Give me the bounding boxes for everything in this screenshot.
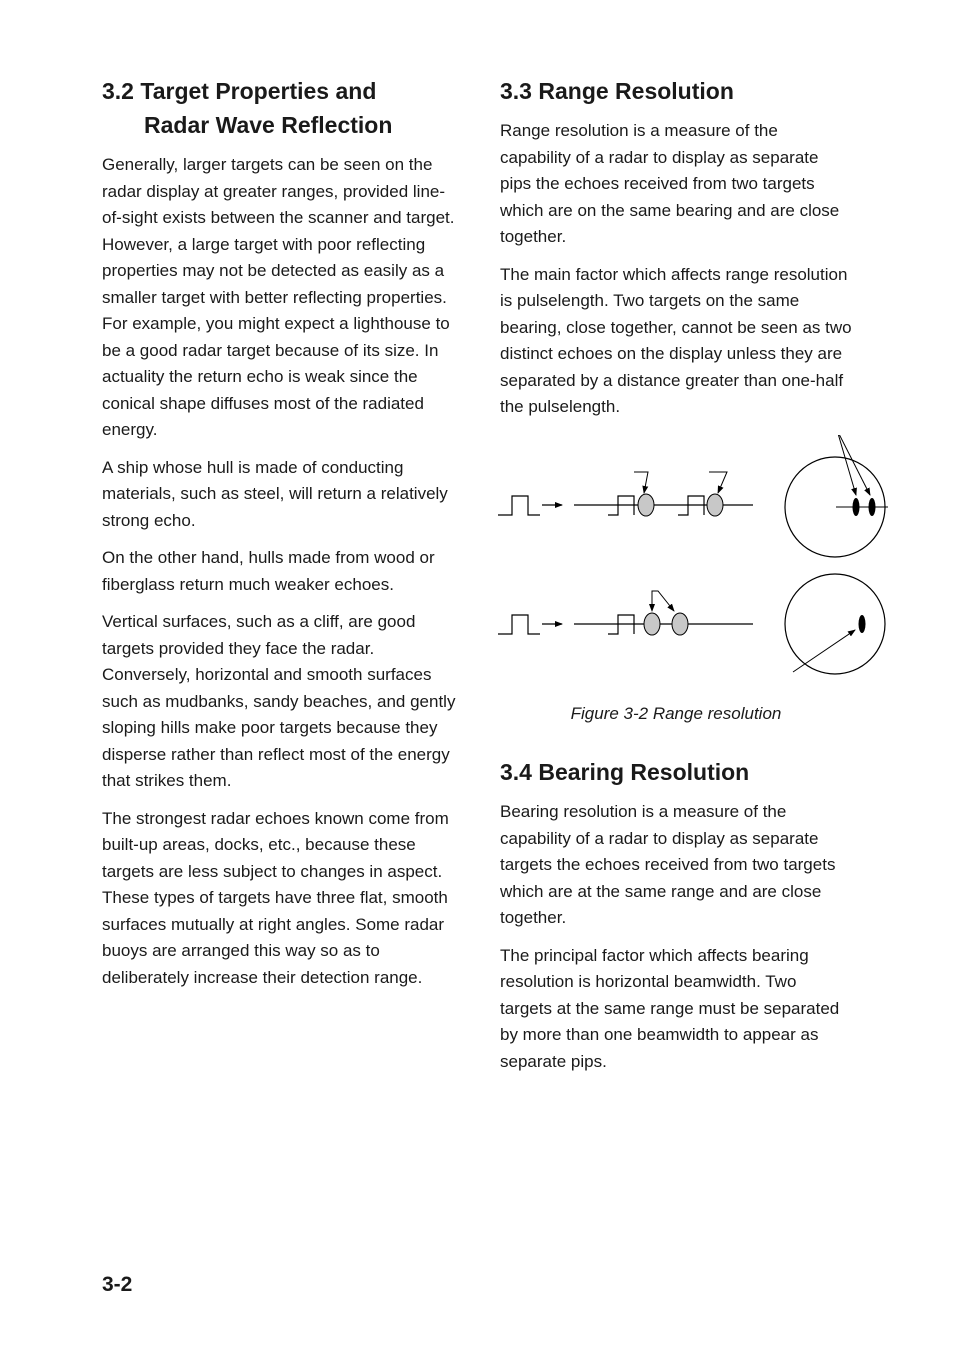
ppi-display-icon: [785, 574, 885, 674]
paragraph: Vertical surfaces, such as a cliff, are good targets provided they face the radar. Conversely, horizontal and smooth surfaces such as mudbanks, sandy beaches, and gently sloping hills make poor targets because they disperse rather than reflect most of the energy that strikes them.: [102, 612, 456, 790]
section-heading-3-4: 3.4 Bearing Resolution: [500, 759, 750, 785]
paragraph: Bearing resolution is a measure of the capability of a radar to display as separate targets the echoes received from two targets which are at the same range and are close together.: [500, 802, 836, 927]
heading-line-2: Radar Wave Reflection: [144, 112, 393, 138]
pip-icon: [853, 498, 860, 516]
echo-target-icon: [638, 494, 654, 516]
row-merged-echoes: [498, 574, 885, 674]
heading-line-1: 3.2 Target Properties and: [102, 78, 377, 104]
paragraph: A ship whose hull is made of conducting materials, such as steel, will return a relatively strong echo.: [102, 457, 448, 530]
figure-caption: Figure 3-2 Range resolution: [570, 703, 782, 723]
pip-icon: [869, 498, 876, 516]
transmit-pulse-icon: [498, 496, 540, 515]
section-heading-3-2: [102, 74, 458, 142]
pointer-icon: [823, 435, 856, 495]
echo-target-icon: [644, 613, 660, 635]
right-column: [500, 74, 852, 1086]
paragraph: The principal factor which affects bearing resolution is horizontal beamwidth. Two targets at the same range must be separated by more than one beamwidth to appear as separate pips.: [500, 945, 840, 1071]
paragraph: Generally, larger targets can be seen on the radar display at greater ranges, provided line-of-sight exists between the scanner and target. However, a large target with poor reflecting properties may not be detected as easily as a smaller target with better reflecting properties. For example, you might expect a lighthouse to be a good radar target because of its size. In actuality the return echo is weak since the conical shape diffuses most of the radiated energy.: [102, 155, 455, 439]
pointer-icon: [634, 472, 648, 493]
range-resolution-diagram: [498, 435, 898, 695]
row-separate-echoes: [498, 435, 888, 557]
range-resolution-figure: [498, 435, 898, 695]
pip-icon: [859, 615, 866, 633]
transmit-pulse-icon: [498, 615, 540, 634]
paragraph: On the other hand, hulls made from wood or fiberglass return much weaker echoes.: [102, 548, 435, 594]
page-number: 3-2: [102, 1273, 133, 1296]
pointer-icon: [709, 472, 727, 493]
echo-target-icon: [707, 494, 723, 516]
paragraph: Range resolution is a measure of the capability of a radar to display as separate pips the echoes received from two targets which are on the same bearing and are close together.: [500, 121, 840, 246]
pointer-icon: [652, 591, 674, 611]
paragraph: The main factor which affects range resolution is pulselength. Two targets on the same bearing, close together, cannot be seen as two distinct echoes on the display unless they are separated by a distance greater than one-half the pulselength.: [500, 264, 852, 416]
left-column: [102, 74, 458, 1002]
pointer-icon: [793, 630, 855, 672]
paragraph: The strongest radar echoes known come from built-up areas, docks, etc., because these targets are less subject to changes in aspect. These types of targets have three flat, smooth surfaces mutually at right angles. Some radar buoys are arranged this way so as to deliberately increase their detection range.: [102, 808, 449, 987]
section-heading-3-3: 3.3 Range Resolution: [500, 78, 734, 104]
echo-target-icon: [672, 613, 688, 635]
